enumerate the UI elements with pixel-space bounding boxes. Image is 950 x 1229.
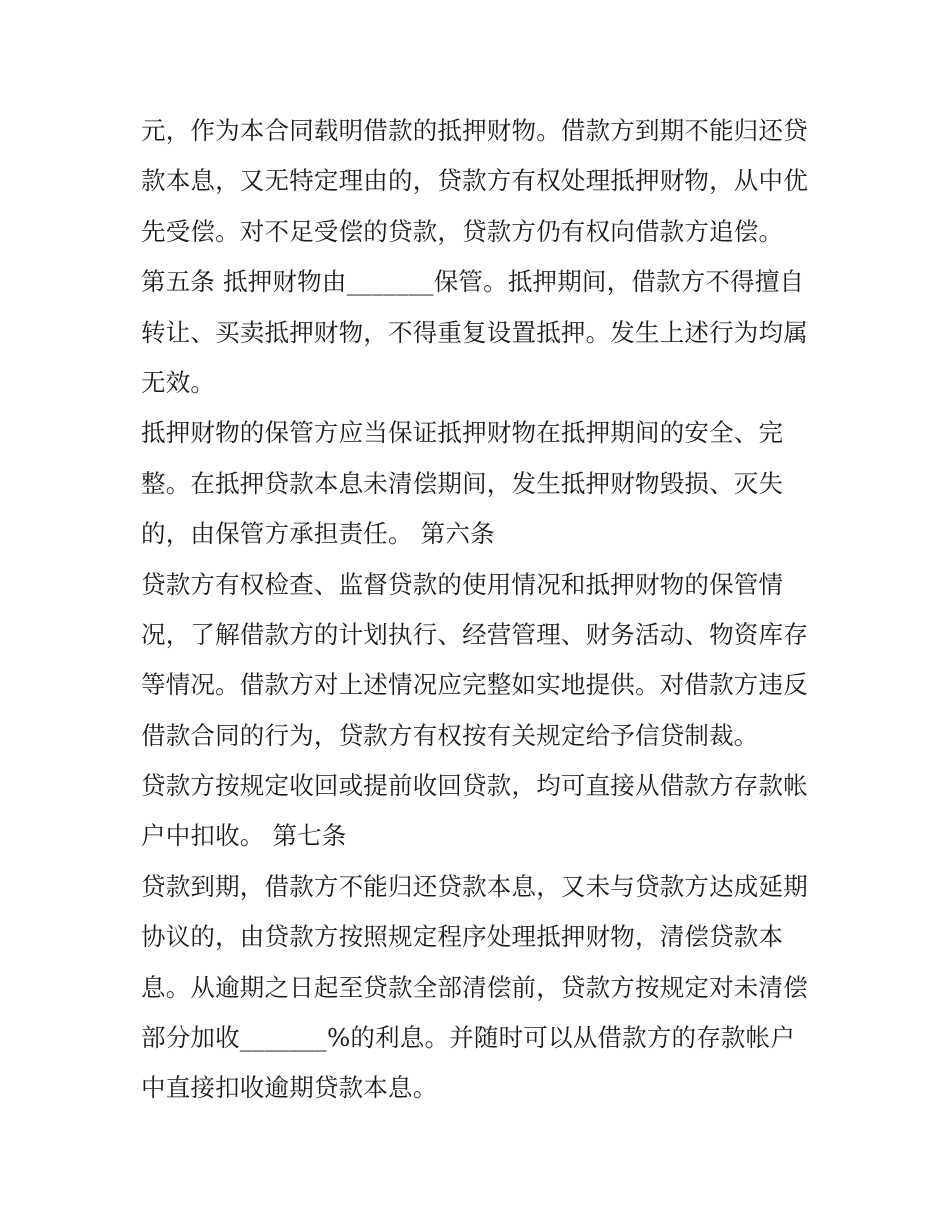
- text-line: 的，由保管方承担责任。 第六条: [141, 519, 495, 549]
- text-line: 整。在抵押贷款本息未清偿期间，发生抵押财物毁损、灭失: [141, 468, 784, 498]
- text-line: 先受偿。对不足受偿的贷款，贷款方仍有权向借款方追偿。: [141, 216, 784, 246]
- text-line: 转让、买卖抵押财物，不得重复设置抵押。发生上述行为均属: [141, 317, 808, 347]
- text-line: 款本息，又无特定理由的，贷款方有权处理抵押财物，从中优: [141, 166, 808, 196]
- text-line: 第五条 抵押财物由_______保管。抵押期间，借款方不得擅自: [141, 267, 805, 297]
- text-line: 中直接扣收逾期贷款本息。: [141, 1073, 438, 1103]
- text-line: 协议的，由贷款方按照规定程序处理抵押财物，清偿贷款本: [141, 922, 784, 952]
- text-line: 借款合同的行为，贷款方有权按有关规定给予信贷制裁。: [141, 720, 759, 750]
- text-line: 况，了解借款方的计划执行、经营管理、财务活动、物资库存: [141, 619, 808, 649]
- text-line: 等情况。借款方对上述情况应完整如实地提供。对借款方违反: [141, 670, 808, 700]
- text-line: 元，作为本合同载明借款的抵押财物。借款方到期不能归还贷: [141, 116, 808, 145]
- text-line: 抵押财物的保管方应当保证抵押财物在抵押期间的安全、完: [141, 418, 784, 448]
- text-line: 部分加收_______%的利息。并随时可以从借款方的存款帐户: [141, 1023, 796, 1053]
- text-line: 无效。: [141, 367, 216, 397]
- document-body: [141, 106, 821, 1114]
- text-line: 贷款方按规定收回或提前收回贷款，均可直接从借款方存款帐: [141, 771, 808, 801]
- text-line: 贷款到期，借款方不能归还贷款本息，又未与贷款方达成延期: [141, 871, 808, 901]
- text-line: 息。从逾期之日起至贷款全部清偿前，贷款方按规定对未清偿: [141, 972, 808, 1002]
- text-line: 户中扣收。 第七条: [141, 821, 347, 851]
- text-line: 贷款方有权检查、监督贷款的使用情况和抵押财物的保管情: [141, 569, 784, 599]
